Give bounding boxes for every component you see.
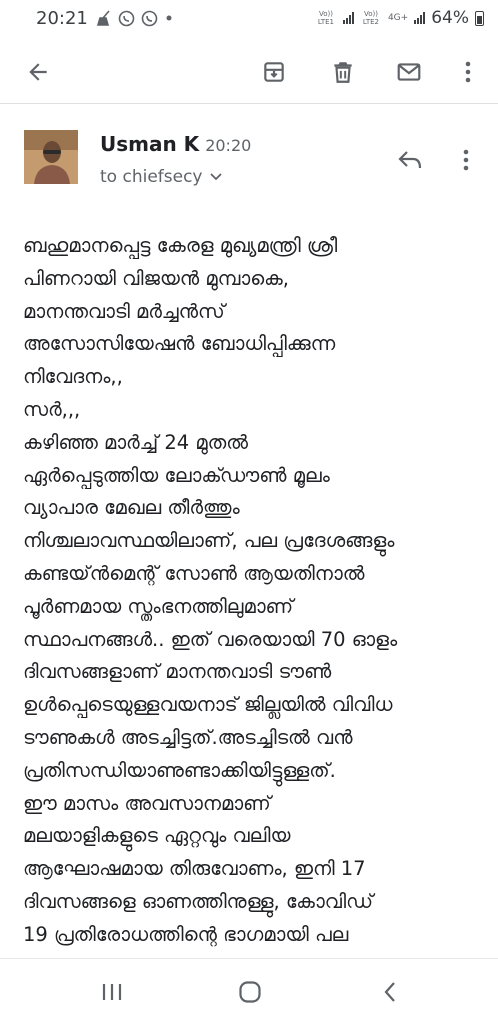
email-time: 20:20 [205,136,252,155]
avatar-photo [24,130,78,184]
body-line: ബഹുമാനപ്പെട്ട കേരള മുഖ്യമന്ത്രി ശ്രീ [23,234,338,257]
archive-icon [261,59,287,85]
dot-icon [164,13,174,23]
chevron-down-icon [210,173,222,181]
body-line: വ്യാപാര മേഖല തീർത്തും [23,496,240,520]
more-options-button[interactable] [450,54,486,90]
delete-button[interactable] [325,54,361,90]
delete-icon [330,59,356,85]
reply-button[interactable] [392,142,428,178]
battery-icon [475,11,484,26]
back-arrow-icon [25,59,51,85]
mark-unread-button[interactable] [391,54,427,90]
body-line: ടൗണുകൾ അടച്ചിട്ടത്.അടച്ചിടൽ വൻ [23,725,353,749]
status-left [36,8,174,29]
body-line: അസോസിയേഷൻ ബോധിപ്പിക്കുന്ന [23,332,336,356]
battery-percent: 64% [431,8,469,28]
sim2-signal-icon [414,12,425,24]
nav-back-button[interactable] [370,975,410,1009]
sender-name-text: Usman K [100,132,200,156]
sim1-signal-icon [343,12,354,24]
mark-unread-icon [395,59,423,85]
status-bar [0,0,498,36]
archive-button[interactable] [256,54,292,90]
body-line: കഴിഞ്ഞ മാർച്ച് 24 മുതൽ [23,430,248,454]
reply-icon [397,149,423,171]
toolbar [0,40,498,104]
body-line: ഏർപ്പെടുത്തിയ ലോക്ഡൗൺ മൂലം [23,463,330,487]
body-line: നിശ്ചലാവസ്ഥയിലാണ്, പല പ്രദേശങ്ങളും [23,529,395,553]
sender-header [0,118,498,208]
recipient-text: to chiefsecy [100,167,203,187]
back-button[interactable] [20,54,56,90]
home-icon [238,980,262,1004]
home-button[interactable] [230,975,270,1009]
body-line: പിണറായി വിജയൻ മുമ്പാകെ, [23,266,289,290]
body-line: ദിവസങ്ങളെ ഓണത്തിനുള്ളു, കോവിഡ് [23,889,374,913]
body-line: സ്ഥാപനങ്ങൾ.. ഇത് വരെയായി 70 ഓളം [23,627,398,651]
status-right [315,8,484,28]
body-line: ഈ മാസം അവസാനമാണ് [23,791,271,815]
sender-name [100,132,251,156]
system-nav-bar [0,958,498,1024]
email-body [23,230,483,955]
sim1-label: Vo)) LTE1 [317,10,334,26]
sim2-label: Vo)) LTE2 [362,10,379,26]
body-line: പ്രതിസന്ധിയാണുണ്ടാക്കിയിട്ടുള്ളത്. [23,758,336,782]
body-line: 19 പ്രതിരോധത്തിന്റെ ഭാഗമായി പല [23,922,349,946]
body-line: ആഘോഷമായ തിരുവോണം, ഇനി 17 [23,857,366,881]
broom-icon [96,10,112,26]
back-icon [383,981,397,1003]
body-line: നിവേദനം,, [23,365,123,389]
recipient-details-toggle[interactable] [100,167,222,187]
more-vert-icon [464,60,472,84]
body-line: ദിവസങ്ങളാണ് മാനന്തവാടി ടൗൺ [23,660,332,684]
body-line: സർ,,, [23,397,81,421]
body-line: മലയാളികളുടെ ഏറ്റവും വലിയ [23,824,291,848]
whatsapp-icon [141,10,158,27]
whatsapp-icon [118,10,135,27]
body-line: കണ്ടയ്ൻമെന്റ് സോൺ ആയതിനാൽ [23,561,365,585]
notification-icons [96,10,174,27]
message-more-options-button[interactable] [450,142,482,178]
recent-apps-button[interactable] [92,975,132,1009]
more-vert-icon [462,148,470,172]
recent-apps-icon [101,982,123,1002]
avatar[interactable] [24,130,78,184]
status-time: 20:21 [36,7,88,29]
body-line: മാനന്തവാടി മർച്ചൻസ് [23,299,225,323]
sim2-network: 4G+ [387,13,409,23]
body-line: ഉൾപ്പെടെയുള്ളവയനാട് ജില്ലയിൽ വിവിധ [23,693,393,717]
body-line: പൂർണമായ സ്തംഭനത്തിലുമാണ് [23,594,294,618]
